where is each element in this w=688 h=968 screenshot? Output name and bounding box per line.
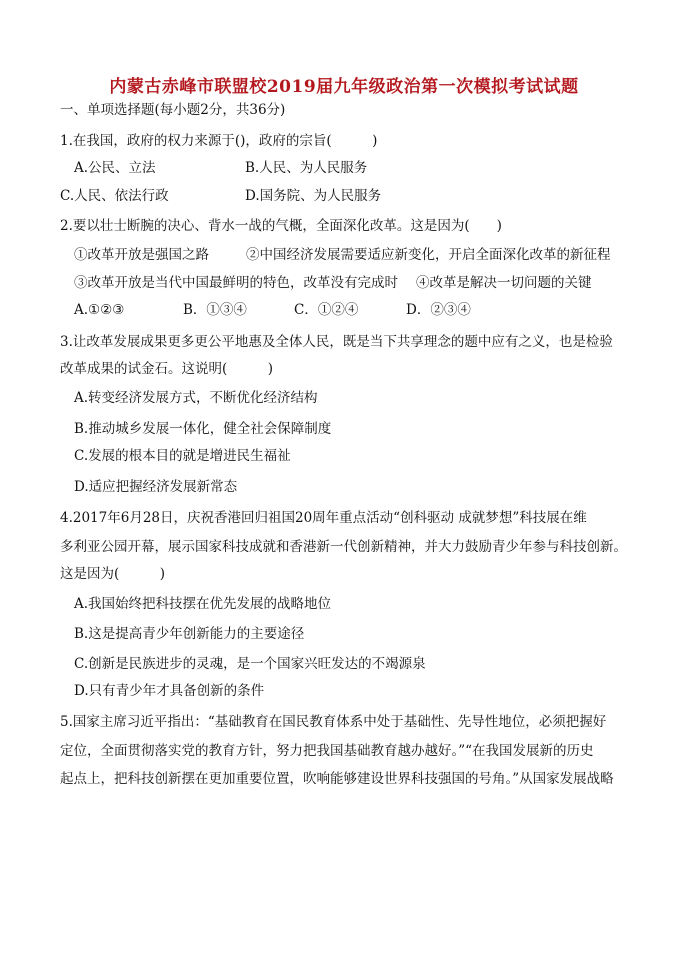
exam-title: 内蒙古赤峰市联盟校2019届九年级政治第一次模拟考试试题 (109, 77, 579, 97)
question-2-statement-1: ①改革开放是强国之路 (74, 247, 209, 263)
question-5-stem-line-3: 起点上，把科技创新摆在更加重要位置，吹响能够建设世界科技强国的号角。”从国家发展战略 (60, 771, 614, 787)
question-1-option-d: D.国务院、为人民服务 (245, 188, 382, 204)
question-3-option-a: A.转变经济发展方式，不断优化经济结构 (74, 390, 318, 406)
question-2-stem: 2.要以壮士断腕的决心、背水一战的气概，全面深化改革。这是因为( ) (60, 218, 502, 234)
question-2-statement-3: ③改革开放是当代中国最鲜明的特色，改革没有完成时 (74, 275, 398, 291)
question-2-option-c: C．①②④ (294, 302, 359, 318)
question-4-stem-line-2: 多利亚公园开幕，展示国家科技成就和香港新一代创新精神，并大力鼓励青少年参与科技创新。 (60, 539, 627, 555)
section-heading: 一、单项选择题(每小题2分，共36分) (60, 102, 286, 118)
question-3-option-d: D.适应把握经济发展新常态 (74, 479, 238, 495)
question-3-stem-line-1: 3.让改革发展成果更多更公平地惠及全体人民，既是当下共享理念的题中应有之义，也是检验 (60, 334, 613, 350)
question-1-option-a: A.公民、立法 (74, 160, 156, 176)
question-4-option-a: A.我国始终把科技摆在优先发展的战略地位 (74, 596, 332, 612)
question-3-option-b: B.推动城乡发展一体化，健全社会保障制度 (74, 421, 332, 437)
question-1-option-c: C.人民、依法行政 (60, 188, 169, 204)
question-1-stem: 1.在我国，政府的权力来源于()，政府的宗旨( ) (60, 133, 378, 149)
question-2-statement-2: ②中国经济发展需要适应新变化，开启全面深化改革的新征程 (246, 247, 611, 263)
question-2-option-b: B．①③④ (183, 302, 247, 318)
question-1-option-b: B.人民、为人民服务 (245, 160, 368, 176)
question-3-option-c: C.发展的根本目的就是增进民生福祉 (74, 448, 291, 464)
question-4-stem-line-1: 4.2017年6月28日，庆祝香港回归祖国20周年重点活动“创科驱动 成就梦想”科技展在维 (60, 510, 587, 526)
question-3-stem-line-2: 改革成果的试金石。这说明( ) (60, 361, 274, 377)
question-5-stem-line-1: 5.国家主席习近平指出：“基础教育在国民教育体系中处于基础性、先导性地位，必须把握好 (60, 714, 607, 730)
question-2-option-a: A.①②③ (74, 302, 125, 318)
question-2-option-d: D．②③④ (406, 302, 471, 318)
question-4-option-d: D.只有青少年才具备创新的条件 (74, 683, 265, 699)
question-5-stem-line-2: 定位，全面贯彻落实党的教育方针，努力把我国基础教育越办越好。”“在我国发展新的历史 (60, 743, 594, 759)
question-4-stem-line-3: 这是因为( ) (60, 566, 166, 582)
question-4-option-c: C.创新是民族进步的灵魂，是一个国家兴旺发达的不竭源泉 (74, 656, 426, 672)
question-4-option-b: B.这是提高青少年创新能力的主要途径 (74, 626, 305, 642)
question-2-statement-4: ④改革是解决一切问题的关键 (416, 275, 592, 291)
